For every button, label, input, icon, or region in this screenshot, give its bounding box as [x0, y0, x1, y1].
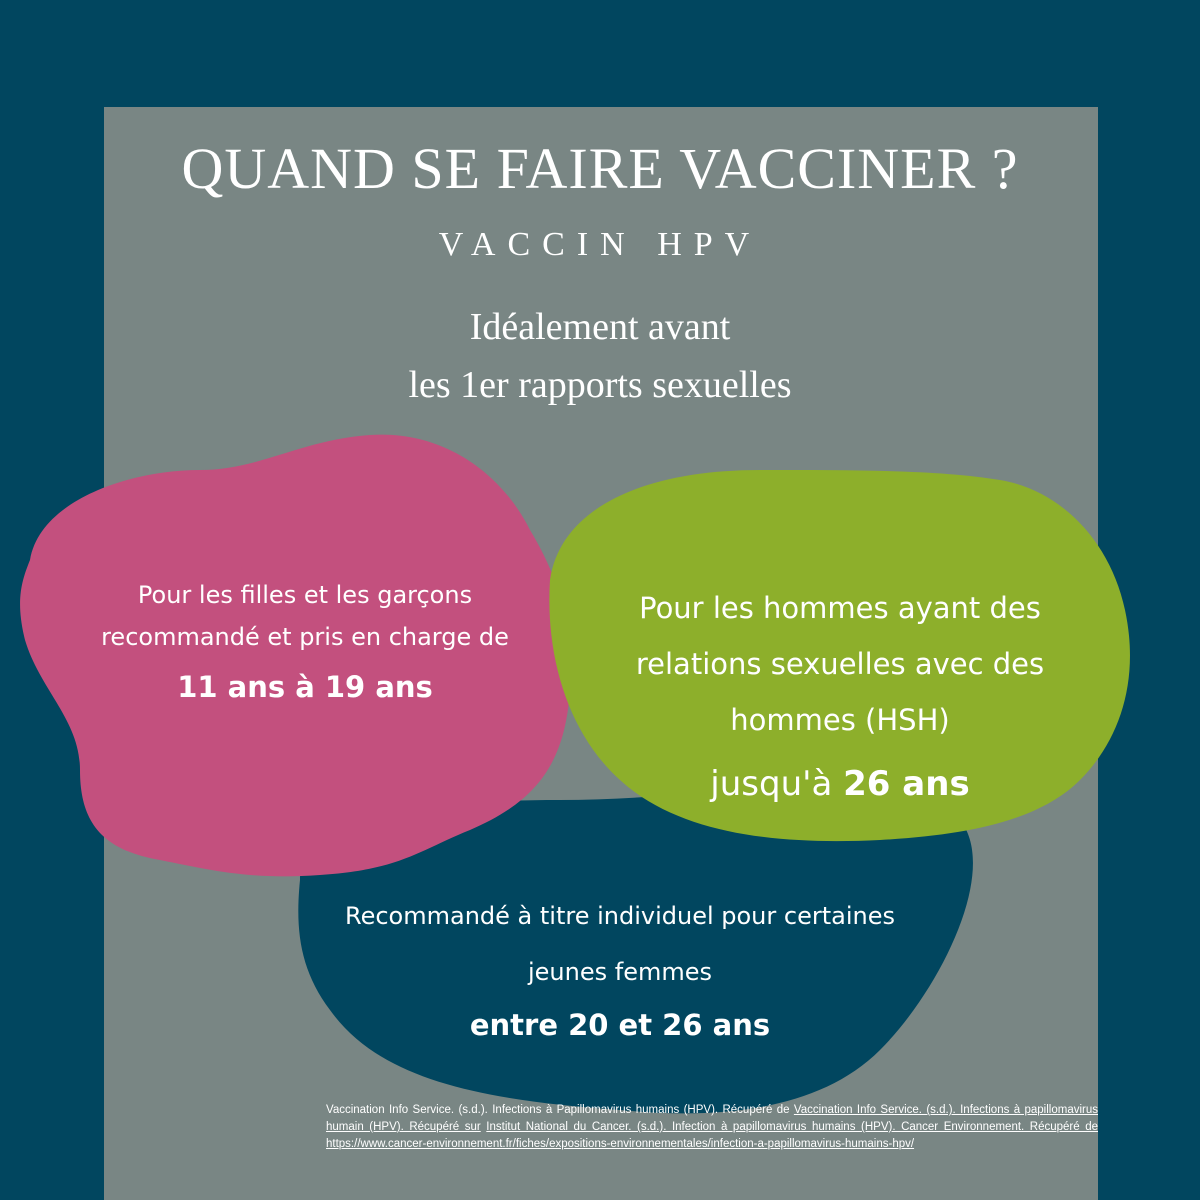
reference-2-url[interactable]: https://www.cancer-environnement.fr/fiches/expositions-environnementales/infection-a-papillomavirus-humains-hpv/ [326, 1138, 915, 1150]
reference-1-text: Vaccination Info Service. (s.d.). Infections à Papillomavirus humains (HPV). Récupéré de [326, 1104, 794, 1116]
green-line-2: relations sexuelles avec des [635, 647, 1045, 681]
green-age-value: 26 ans [843, 764, 970, 804]
navy-line-2: jeunes femmes [528, 958, 712, 986]
green-age-prefix: jusqu'à [710, 764, 844, 804]
navy-age-range: entre 20 et 26 ans [469, 1008, 771, 1042]
green-line-3: hommes (HSH) [730, 703, 950, 737]
navy-block-text [280, 888, 960, 1050]
page-title: QUAND SE FAIRE VACCINER ? [181, 136, 1019, 201]
pink-line-1: Pour les filles et les garçons [137, 581, 473, 609]
intro-line-2: les 1er rapports sexuelles [408, 364, 792, 406]
page-subtitle: VACCIN HPV [438, 226, 762, 263]
reference-1-link[interactable]: Vaccination Info Service. (s.d.). Infections à papillomavirus humain (HPV). Récupéré sur [326, 1104, 1098, 1133]
green-age-range [560, 748, 1120, 820]
intro-line-1: Idéalement avant [469, 306, 731, 348]
pink-line-2: recommandé et pris en charge de [101, 623, 509, 651]
green-block-text [560, 580, 1120, 820]
references [326, 1102, 1098, 1153]
green-line-1: Pour les hommes ayant des [639, 591, 1041, 625]
pink-block-text [40, 574, 570, 716]
navy-line-1: Recommandé à titre individuel pour certaines [345, 902, 895, 930]
pink-age-range: 11 ans à 19 ans [177, 670, 433, 704]
reference-2-link[interactable]: Institut National du Cancer. (s.d.). Infection à papillomavirus humains (HPV). Cancer Environnement. Récupéré de [486, 1121, 1098, 1133]
